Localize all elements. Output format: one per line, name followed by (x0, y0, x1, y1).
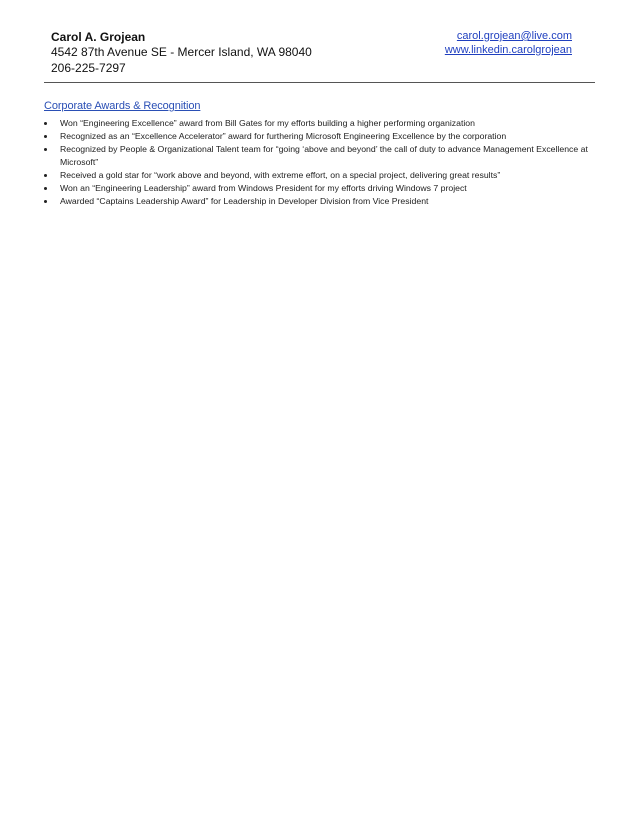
section-title: Corporate Awards & Recognition (44, 100, 201, 112)
phone-number: 206-225-7297 (51, 61, 126, 75)
header-divider (44, 82, 595, 83)
list-item (44, 182, 596, 195)
list-item (44, 130, 596, 143)
list-item (44, 195, 596, 208)
list-item (44, 117, 596, 130)
bullet-icon (44, 148, 47, 151)
list-item (44, 169, 596, 182)
bullet-icon (44, 174, 47, 177)
contact-header (0, 0, 638, 82)
mailing-address: 4542 87th Avenue SE - Mercer Island, WA 98040 (51, 45, 312, 59)
list-item (44, 143, 596, 169)
linkedin-link[interactable]: www.linkedin.carolgrojean (444, 44, 572, 56)
list-item-text: Won an “Engineering Leadership” award from Windows President for my efforts driving Windows 7 project (60, 183, 467, 193)
list-item-text: Awarded “Captains Leadership Award” for Leadership in Developer Division from Vice President (60, 196, 429, 206)
list-item-text: Recognized by People & Organizational Talent team for “going ‘above and beyond’ the call of duty to advance Management Excellence at Microsoft” (60, 144, 588, 167)
bullet-icon (44, 200, 47, 203)
bullet-icon (44, 122, 47, 125)
person-name: Carol A. Grojean (51, 30, 146, 44)
awards-list (44, 117, 596, 208)
list-item-text: Won “Engineering Excellence” award from Bill Gates for my efforts building a higher performing organization (60, 118, 475, 128)
email-link[interactable]: carol.grojean@live.com (456, 30, 572, 42)
bullet-icon (44, 135, 47, 138)
list-item-text: Recognized as an “Excellence Accelerator” award for furthering Microsoft Engineering Excellence by the corporation (60, 131, 507, 141)
bullet-icon (44, 187, 47, 190)
list-item-text: Received a gold star for “work above and beyond, with extreme effort, on a special project, delivering great results” (60, 170, 501, 180)
